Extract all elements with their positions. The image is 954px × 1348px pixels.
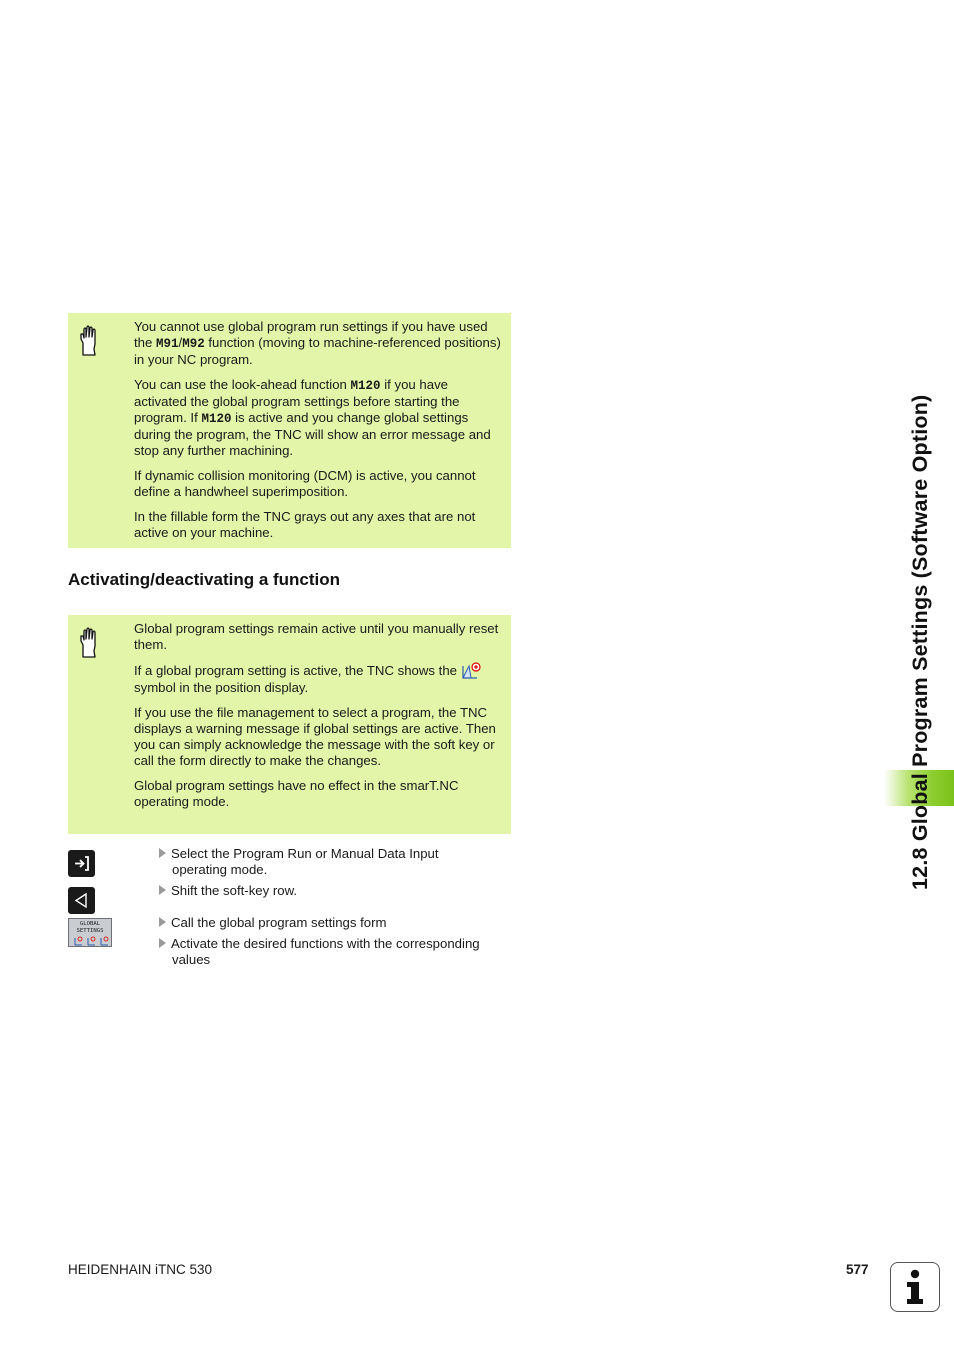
bullet-triangle-icon [159, 938, 166, 948]
footer-manual-name: HEIDENHAIN iTNC 530 [68, 1262, 213, 1277]
shift-softkey-key[interactable] [68, 887, 95, 914]
note1-paragraph-2: You can use the look-ahead function M120 if you have activated the global program settings before starting the program. If M120 is active and you change global settings during the program, the TNC will show an error message and stop any further machining. [134, 377, 491, 458]
shift-softkey-key-icon [68, 887, 95, 914]
program-run-key-icon [68, 850, 95, 877]
note1-paragraph-3: If dynamic collision monitoring (DCM) is active, you cannot define a handwheel superimposition. [134, 468, 476, 499]
note-hand-icon [78, 627, 102, 659]
step-activate-functions: Activate the desired functions with the corresponding values [159, 936, 519, 968]
note2-paragraph-3: If you use the file management to select a program, the TNC displays a warning message if global settings are active. Then you can simply acknowledge the message with the soft key or call the form directly to make the changes. [134, 705, 496, 768]
step-shift-softkey-row: Shift the soft-key row. [159, 883, 519, 899]
bullet-triangle-icon [159, 885, 166, 895]
program-run-key[interactable] [68, 850, 95, 877]
note2-paragraph-2: If a global program setting is active, the TNC shows the symbol in the position display. [134, 662, 501, 696]
global-settings-softkey-icon [69, 936, 111, 946]
softkey-line-2: SETTINGS [76, 928, 104, 934]
step-call-form: Call the global program settings form [159, 915, 519, 931]
global-settings-symbol-icon [461, 662, 481, 680]
note-box-restrictions [68, 313, 511, 548]
softkey-line-1: GLOBAL [79, 921, 101, 927]
bullet-triangle-icon [159, 848, 166, 858]
note-hand-icon [78, 325, 102, 357]
note1-paragraph-1: You cannot use global program run settings if you have used the M91/M92 function (moving to machine-referenced positions) in your NC program. [134, 319, 501, 367]
global-settings-softkey[interactable] [68, 918, 112, 947]
note-box-activation [68, 615, 511, 834]
page-number: 577 [846, 1262, 869, 1277]
note2-paragraph-1: Global program settings remain active until you manually reset them. [134, 621, 499, 652]
step-select-mode: Select the Program Run or Manual Data Input operating mode. [159, 846, 519, 878]
chapter-side-title: 12.8 Global Program Settings (Software Option) [908, 394, 932, 890]
bullet-triangle-icon [159, 917, 166, 927]
section-heading: Activating/deactivating a function [68, 570, 341, 589]
note2-paragraph-4: Global program settings have no effect in the smarT.NC operating mode. [134, 778, 459, 809]
info-icon [890, 1262, 940, 1312]
note1-paragraph-4: In the fillable form the TNC grays out any axes that are not active on your machine. [134, 509, 476, 540]
